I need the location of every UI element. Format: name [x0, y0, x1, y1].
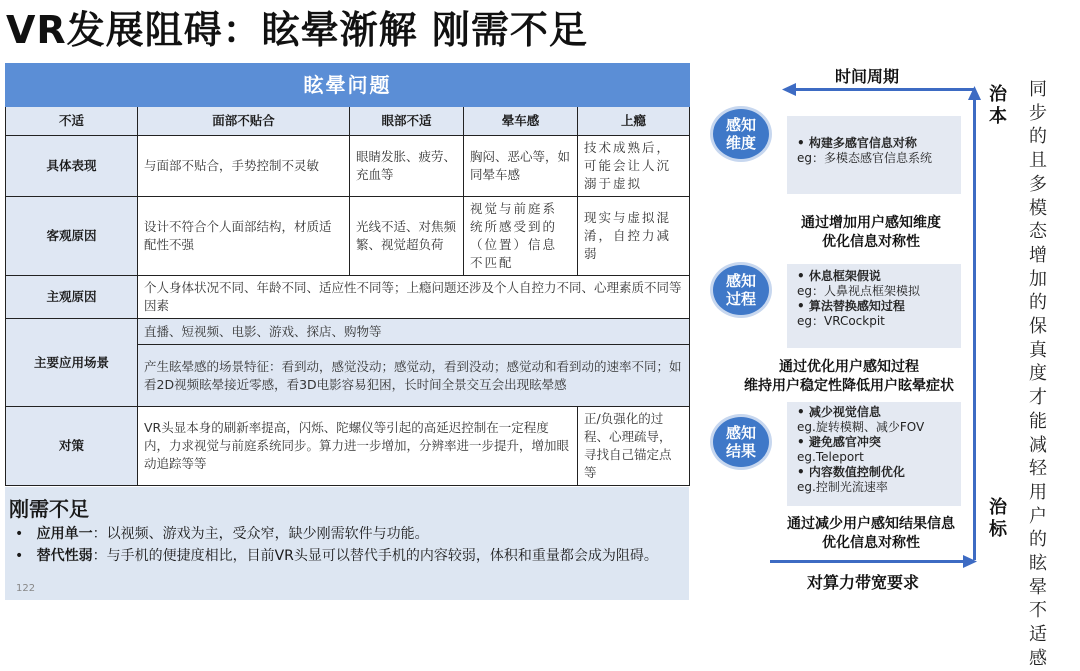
- row-label: 主要应用场景: [6, 319, 138, 407]
- stage-circle: 感知维度: [710, 106, 772, 162]
- table-row: [6, 407, 690, 486]
- compute-requirement-label: 对算力带宽要求: [807, 573, 920, 592]
- demand-item: • 替代性弱：与手机的便捷度相比，目前VR头显可以替代手机的内容较弱，体积和重量都会成为阻碍。: [15, 548, 658, 564]
- table-row: [6, 319, 690, 345]
- table-row: [6, 197, 690, 276]
- table-row: [6, 276, 690, 319]
- card-line: • 休息框架假说: [797, 269, 881, 283]
- demand-title: 刚需不足: [9, 497, 89, 521]
- vertical-arrow-line: [973, 100, 976, 560]
- demand-box: [5, 487, 689, 600]
- table-cell: 设计不符合个人面部结构，材质适配性不强: [138, 197, 350, 276]
- page-title: VR发展阻碍：眩晕渐解 刚需不足: [6, 8, 588, 52]
- stage-circle: 感知过程: [710, 262, 772, 318]
- stage-card: [787, 402, 961, 506]
- demand-item-bold: 替代性弱: [36, 548, 93, 564]
- arrow-left-icon: [782, 83, 796, 96]
- card-line: • 减少视觉信息: [797, 405, 881, 419]
- stage-card: [787, 264, 961, 348]
- top-arrow-line: [792, 88, 974, 91]
- card-line: eg.控制光流速率: [797, 480, 888, 494]
- table-cell: 眼睛发胀、疲劳、充血等: [350, 136, 464, 197]
- column-header: 眼部不适: [350, 107, 464, 136]
- table-cell: 胸闷、恶心等，如同晕车感: [464, 136, 578, 197]
- table-row: [6, 136, 690, 197]
- table-cell: 个人身体状况不同、年龄不同、适应性不同等；上瘾问题还涉及个人自控力不同、心理素质不同等因素: [138, 276, 690, 319]
- card-line: eg：人鼻视点框架模拟: [797, 284, 921, 298]
- row-label: 具体表现: [6, 136, 138, 197]
- demand-item: • 应用单一：以视频、游戏为主，受众窄，缺少刚需软件与功能。: [15, 526, 429, 542]
- dizziness-table: [5, 63, 690, 486]
- stage-card: [787, 116, 961, 194]
- card-line: • 构建多感官信息对称: [797, 136, 917, 150]
- table-cell: 技术成熟后，可能会让人沉溺于虚拟: [578, 136, 690, 197]
- page-number: 122: [16, 583, 36, 594]
- row-label: 客观原因: [6, 197, 138, 276]
- table-cell: 光线不适、对焦频繁、视觉超负荷: [350, 197, 464, 276]
- demand-item-text: ：与手机的便捷度相比，目前VR头显可以替代手机的内容较弱，体积和重量都会成为阻碍。: [92, 548, 658, 564]
- stage-summary: 通过优化用户感知过程 维持用户稳定性降低用户眩晕症状: [744, 359, 954, 394]
- card-line: • 避免感官冲突: [797, 435, 881, 449]
- card-line: eg.旋转模糊、减少FOV: [797, 420, 925, 434]
- column-header: 晕车感: [464, 107, 578, 136]
- card-line: eg.Teleport: [797, 450, 864, 464]
- row-label: 对策: [6, 407, 138, 486]
- table-header: 眩晕问题: [6, 64, 690, 107]
- stage-summary: 通过增加用户感知维度 优化信息对称性: [801, 215, 941, 250]
- table-cell: 现实与虚拟混淆，自控力减弱: [578, 197, 690, 276]
- column-header: 不适: [6, 107, 138, 136]
- bottom-arrow-line: [770, 560, 966, 563]
- table-cell: 与面部不贴合，手势控制不灵敏: [138, 136, 350, 197]
- table-cell: VR头显本身的刷新率提高，闪烁、陀螺仪等引起的高延迟控制在一定程度内，力求视觉与前庭系统同步。算力进一步增加，分辨率进一步提升，增加眼动追踪等等: [138, 407, 578, 486]
- card-line: eg：多模态感官信息系统: [797, 151, 933, 165]
- stage-circle: 感知结果: [710, 414, 772, 470]
- stage-summary: 通过减少用户感知结果信息 优化信息对称性: [787, 516, 955, 551]
- column-header: 面部不贴合: [138, 107, 350, 136]
- table-cell: 直播、短视频、电影、游戏、探店、购物等: [138, 319, 690, 345]
- demand-item-text: ：以视频、游戏为主，受众窄，缺少刚需软件与功能。: [92, 526, 429, 542]
- row-label: 主观原因: [6, 276, 138, 319]
- table-cell: 视觉与前庭系统所感受到的（位置）信息不匹配: [464, 197, 578, 276]
- table-cell: 产生眩晕感的场景特征：看到动，感觉没动；感觉动，看到没动；感觉动和看到动的速率不同；如看2D视频眩晕接近零感，看3D电影容易犯困，长时间全景交互会出现眩晕感: [138, 345, 690, 407]
- table-cell: 正/负强化的过程、心理疏导，寻找自己锚定点等: [578, 407, 690, 486]
- arrow-up-icon: [968, 86, 981, 100]
- zhibiao-label: 治标: [989, 497, 1007, 540]
- card-line: • 内容数值控制优化: [797, 465, 905, 479]
- demand-item-bold: 应用单一: [36, 526, 93, 542]
- zhiben-label: 治本: [989, 84, 1007, 127]
- time-period-label: 时间周期: [835, 67, 900, 86]
- column-header: 上瘾: [578, 107, 690, 136]
- card-line: • 算法替换感知过程: [797, 299, 905, 313]
- vertical-note: 同步的且多模态增加的保真度才能减轻用户的眩晕不适感: [1029, 79, 1047, 669]
- card-line: eg：VRCockpit: [797, 314, 885, 328]
